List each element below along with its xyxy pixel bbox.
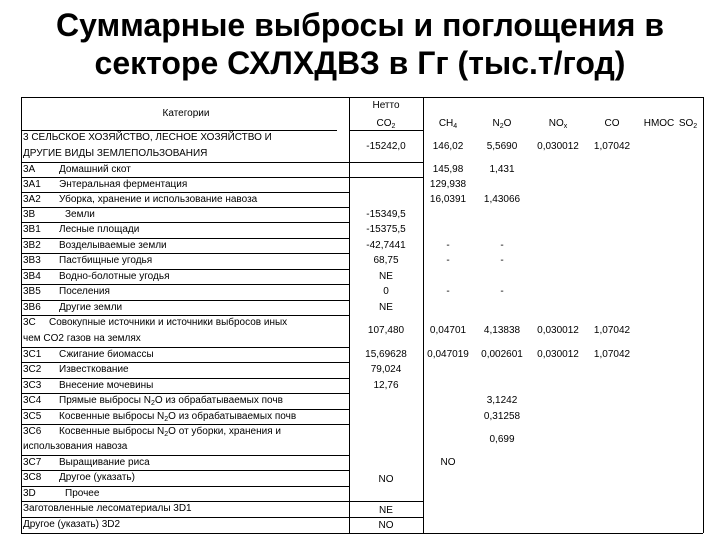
value-n2o: 0,699 <box>489 434 515 445</box>
value-co2: NE <box>379 271 393 282</box>
value-n2o: 1,43066 <box>483 194 521 205</box>
value-nox: 0,030012 <box>537 349 579 360</box>
value-co2: 12,76 <box>373 380 399 391</box>
category-name: Энтеральная ферментация <box>59 179 188 190</box>
row-line <box>21 486 349 487</box>
value-co: 1,07042 <box>593 325 631 336</box>
category-code: 3B1 <box>23 224 41 235</box>
value-n2o: 4,13838 <box>483 325 521 336</box>
category-name: Косвенные выбросы $N_2O$ от уборки, хранения и <box>59 426 282 438</box>
category-name: Уборка, хранение и использование навоза <box>59 194 258 205</box>
row-line <box>21 315 349 316</box>
value-n2o: - <box>500 240 504 251</box>
value-co2: 15,69628 <box>365 349 407 360</box>
row-line <box>21 517 423 518</box>
category-code: 3C7 <box>23 457 42 468</box>
table-border-top <box>21 97 703 98</box>
value-ch4: 0,047019 <box>427 349 469 360</box>
category-code: Заготовленные лесоматериалы 3D1 <box>23 503 192 514</box>
header-co2: $CO_2$ <box>376 118 396 130</box>
value-n2o: 0,002601 <box>481 349 523 360</box>
category-name: Пастбищные угодья <box>59 255 153 266</box>
row-line <box>21 222 349 223</box>
row-line <box>21 455 349 456</box>
value-n2o: - <box>500 286 504 297</box>
value-co2: -42,7441 <box>366 240 406 251</box>
value-n2o: 3,1242 <box>486 395 518 406</box>
header-co: CO <box>604 118 620 129</box>
value-n2o: 1,431 <box>489 164 515 175</box>
emissions-table <box>21 97 703 533</box>
value-ch4: - <box>446 255 450 266</box>
value-ch4: 146,02 <box>432 141 464 152</box>
category-code: 3C8 <box>23 472 42 483</box>
header-netto-bottom-line <box>349 130 423 131</box>
category-code: 3C5 <box>23 411 42 422</box>
category-name: Домашний скот <box>59 164 131 175</box>
category-code: 3A1 <box>23 179 41 190</box>
value-n2o: 5,5690 <box>486 141 518 152</box>
column-divider <box>349 97 350 533</box>
value-ch4: 16,0391 <box>429 194 467 205</box>
header-so2: $SO_2$ <box>678 118 698 130</box>
category-code: 3C4 <box>23 395 42 406</box>
category-code: 3A <box>23 164 36 175</box>
category-code: 3B4 <box>23 271 41 282</box>
category-code: использования навоза <box>23 441 128 452</box>
row-line <box>21 378 349 379</box>
value-ch4: - <box>446 286 450 297</box>
header-bottom-line <box>21 130 337 131</box>
header-nmvoc: НМОС <box>643 118 675 129</box>
title-line-1: Суммарные выбросы и поглощения в <box>56 7 664 43</box>
value-co2: NE <box>379 302 393 313</box>
category-name: Прочее <box>65 488 100 499</box>
category-code: 3C6 <box>23 426 42 437</box>
row-line <box>21 362 349 363</box>
value-ch4: 0,04701 <box>429 325 467 336</box>
value-co: 1,07042 <box>593 141 631 152</box>
category-code: 3C2 <box>23 364 42 375</box>
category-name: Поселения <box>59 286 110 297</box>
value-ch4: - <box>446 240 450 251</box>
category-code: 3C1 <box>23 349 42 360</box>
category-code: 3B5 <box>23 286 41 297</box>
category-name: Водно-болотные угодья <box>59 271 170 282</box>
value-co2: 79,024 <box>370 364 402 375</box>
value-ch4: 145,98 <box>432 164 464 175</box>
page-title <box>0 6 720 82</box>
header-netto: Нетто <box>372 100 400 111</box>
row-line <box>21 162 423 163</box>
header-categories: Категории <box>162 108 210 119</box>
header-ch4: $CH_4$ <box>438 118 458 130</box>
category-name: Совокупные источники и источники выбросов иных <box>49 317 288 328</box>
row-line <box>21 269 349 270</box>
row-line <box>21 424 349 425</box>
category-name: Сжигание биомассы <box>59 349 154 360</box>
value-co2: -15349,5 <box>366 209 406 220</box>
row-line <box>21 284 349 285</box>
category-code: чем CO2 газов на землях <box>23 333 141 344</box>
title-line-2: секторе СХЛХДВЗ в Гг (тыс.т/год) <box>94 45 626 81</box>
value-co2: 107,480 <box>367 325 405 336</box>
category-name: Земли <box>65 209 95 220</box>
value-co2: NE <box>379 505 393 516</box>
row-line <box>21 192 349 193</box>
category-name: Другое (указать) <box>59 472 135 483</box>
category-name: Возделываемые земли <box>59 240 167 251</box>
table-border-right <box>703 97 704 533</box>
row-line <box>21 409 349 410</box>
row-line <box>21 347 349 348</box>
category-name: Прямые выбросы $N_2O$ из обрабатываемых почв <box>59 395 283 407</box>
category-code: 3A2 <box>23 194 41 205</box>
category-code: Другое (указать) 3D2 <box>23 519 121 530</box>
row-line <box>21 238 349 239</box>
category-code: 3B3 <box>23 255 41 266</box>
row-line <box>21 470 349 471</box>
category-code: 3C <box>23 317 36 328</box>
row-line <box>21 393 349 394</box>
category-name: Выращивание риса <box>59 457 150 468</box>
table-border-left <box>21 97 22 533</box>
header-nox: $NO_x$ <box>548 118 568 130</box>
table-border-bottom <box>21 533 703 534</box>
category-name: Внесение мочевины <box>59 380 154 391</box>
row-line <box>21 300 349 301</box>
value-nox: 0,030012 <box>537 141 579 152</box>
value-co2: NO <box>378 520 394 531</box>
value-co2: NO <box>378 474 394 485</box>
value-n2o: 0,31258 <box>483 411 521 422</box>
category-code: 3B6 <box>23 302 41 313</box>
category-code: 3 СЕЛЬСКОЕ ХОЗЯЙСТВО, ЛЕСНОЕ ХОЗЯЙСТВО И <box>23 132 272 143</box>
value-co2: -15375,5 <box>366 224 406 235</box>
value-ch4: 129,938 <box>429 179 467 190</box>
value-co: 1,07042 <box>593 349 631 360</box>
category-code: 3C3 <box>23 380 42 391</box>
value-co2: -15242,0 <box>366 141 406 152</box>
row-line <box>21 207 349 208</box>
category-code: ДРУГИЕ ВИДЫ ЗЕМЛЕПОЛЬЗОВАНИЯ <box>23 148 208 159</box>
value-ch4: NO <box>440 457 456 468</box>
header-n2o: $N_2O$ <box>492 118 512 130</box>
category-code: 3B <box>23 209 36 220</box>
row-line <box>21 177 423 178</box>
row-line <box>21 501 423 502</box>
value-co2: 68,75 <box>373 255 399 266</box>
category-name: Косвенные выбросы $N_2O$ из обрабатываемых почв <box>59 411 297 423</box>
value-co2: 0 <box>383 286 389 297</box>
value-n2o: - <box>500 255 504 266</box>
category-name: Другие земли <box>59 302 123 313</box>
row-line <box>21 253 349 254</box>
category-name: Известкование <box>59 364 129 375</box>
value-nox: 0,030012 <box>537 325 579 336</box>
category-name: Лесные площади <box>59 224 140 235</box>
category-code: 3D <box>23 488 36 499</box>
category-code: 3B2 <box>23 240 41 251</box>
